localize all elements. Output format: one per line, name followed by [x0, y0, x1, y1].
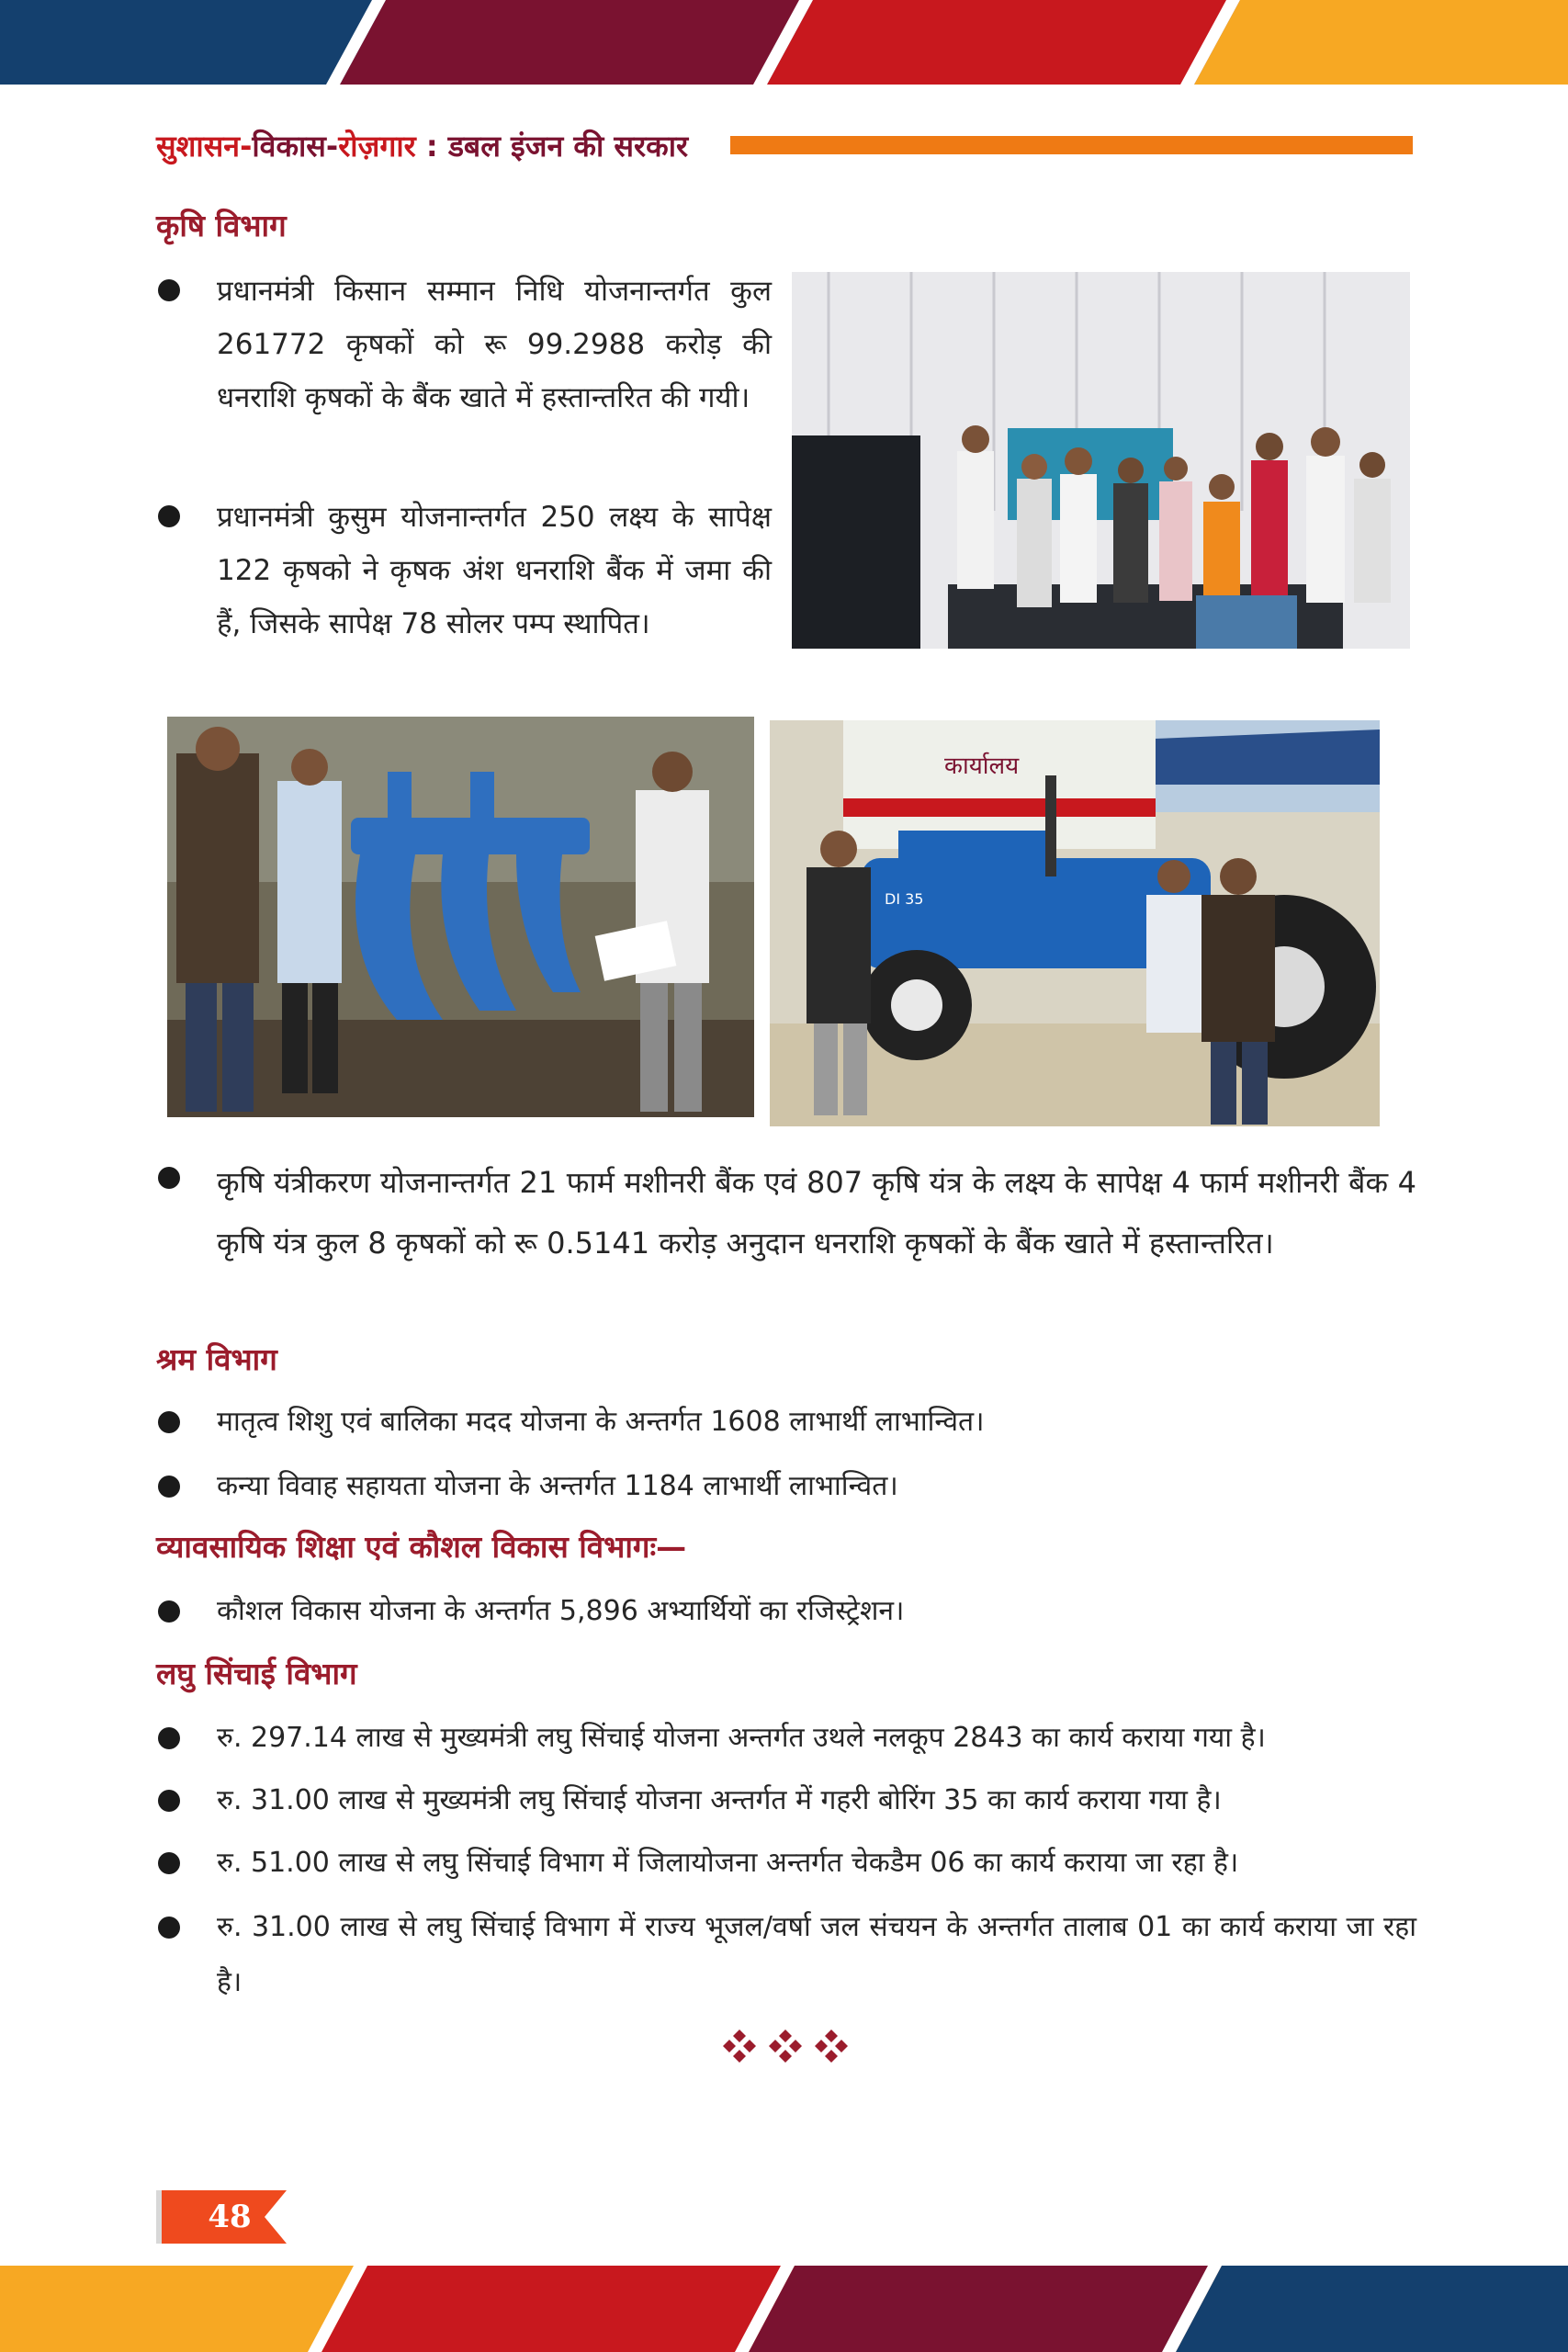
irrigation-bullet-1: रु. 297.14 लाख से मुख्यमंत्री लघु सिंचाई योजना अन्तर्गत उथले नलकूप 2843 का कार्य कराया गया है। [217, 1722, 1266, 1754]
plough-equipment-photo [167, 717, 754, 1117]
header-rule [730, 136, 1413, 154]
bullet-icon [158, 279, 180, 301]
tractor-photo [770, 720, 1380, 1126]
agriculture-bullet-3: कृषि यंत्रीकरण योजनान्तर्गत 21 फार्म मशीनरी बैंक एवं 807 कृषि यंत्र के लक्ष्य के सापेक्ष 4 फार्म मशीनरी बैंक 4 कृषि यंत्र कुल 8 कृषकों को रू 0.5141 करोड़ अनुदान धनराशि कृषकों के बैंक खाते में हस्तान्तरित। [217, 1165, 1416, 1261]
section-heading-irrigation: लघु सिंचाई विभाग [156, 1656, 357, 1691]
top-decorative-band [0, 0, 1568, 85]
diamond-ornament-icon [767, 2028, 804, 2064]
irrigation-bullet-3: रु. 51.00 लाख से लघु सिंचाई विभाग में जिलायोजना अन्तर्गत चेकडैम 06 का कार्य कराया जा रहा है। [217, 1847, 1239, 1879]
section-heading-agriculture: कृषि विभाग [156, 208, 287, 243]
agriculture-bullet-1: प्रधानमंत्री किसान सम्मान निधि योजनान्तर्गत कुल 261772 कृषकों को रू 99.2988 करोड़ की धनराशि कृषकों के बैंक खाते में हस्तान्तरित की गयी। [217, 275, 772, 414]
irrigation-bullet-2: रु. 31.00 लाख से मुख्यमंत्री लघु सिंचाई योजना अन्तर्गत में गहरी बोरिंग 35 का कार्य कराया गया है। [217, 1784, 1222, 1816]
section-heading-labour: श्रम विभाग [156, 1341, 277, 1377]
office-sign-text: कार्यालय [944, 752, 1020, 780]
header-title-part: विकास- [252, 129, 339, 164]
page-number: 48 [208, 2199, 252, 2235]
header-title-part: सुशासन- [156, 129, 253, 164]
bullet-icon [158, 1167, 180, 1189]
bullet-icon [158, 1411, 180, 1433]
vocational-bullet-1: कौशल विकास योजना के अन्तर्गत 5,896 अभ्यार्थियों का रजिस्ट्रेशन। [217, 1595, 905, 1627]
bullet-icon [158, 1600, 180, 1623]
bottom-decorative-band [0, 2266, 1568, 2352]
header-title [156, 127, 688, 165]
bullet-icon [158, 1790, 180, 1812]
irrigation-bullet-4: रु. 31.00 लाख से लघु सिंचाई विभाग में राज्य भूजल/वर्षा जल संचयन के अन्तर्गत तालाब 01 का कार्य कराया जा रहा है। [217, 1911, 1416, 1998]
bullet-icon [158, 1727, 180, 1749]
section-heading-vocational: व्यावसायिक शिक्षा एवं कौशल विकास विभागः— [156, 1529, 687, 1565]
header-title-part: रोज़गार [338, 129, 416, 164]
bullet-icon [158, 505, 180, 527]
diamond-ornament-icon [813, 2028, 850, 2064]
bullet-icon [158, 1852, 180, 1874]
bullet-icon [158, 1917, 180, 1939]
agriculture-bullet-2: प्रधानमंत्री कुसुम योजनान्तर्गत 250 लक्ष्य के सापेक्ष 122 कृषको ने कृषक अंश धनराशि बैंक में जमा की हैं, जिसके सापेक्ष 78 सोलर पम्प स्थापित। [217, 501, 772, 640]
labour-bullet-2: कन्या विवाह सहायता योजना के अन्तर्गत 1184 लाभार्थी लाभान्वित। [217, 1470, 898, 1502]
section-end-ornament [721, 2021, 850, 2071]
header-title-part: : डबल इंजन की सरकार [415, 129, 689, 164]
ceremony-photo [792, 272, 1410, 649]
diamond-ornament-icon [721, 2028, 758, 2064]
tractor-badge-text: DI 35 [885, 890, 924, 908]
labour-bullet-1: मातृत्व शिशु एवं बालिका मदद योजना के अन्तर्गत 1608 लाभार्थी लाभान्वित। [217, 1406, 985, 1438]
bullet-icon [158, 1476, 180, 1498]
